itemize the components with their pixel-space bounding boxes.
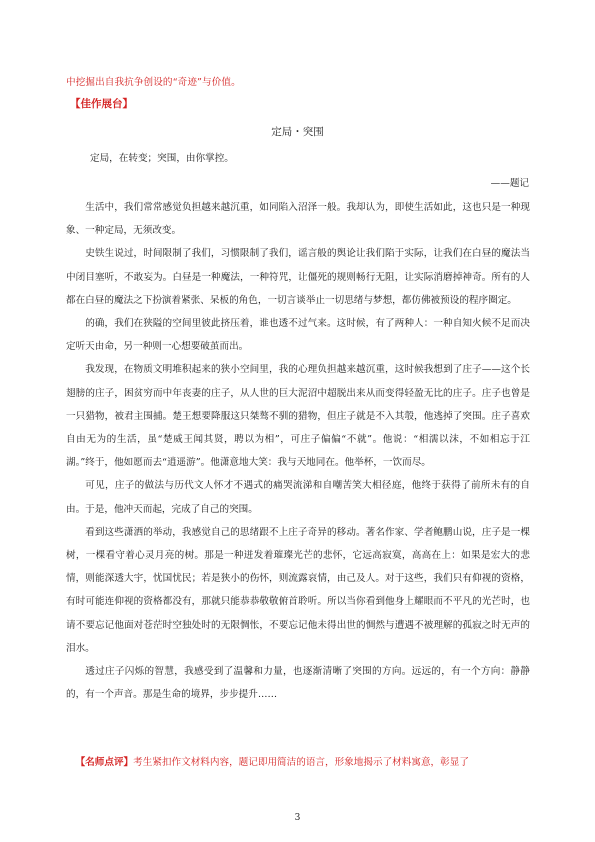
essay-epigraph: 定局，在转变；突围，由你掌控。 [90,153,234,164]
essay-paragraph: 看到这些潇洒的举动，我感觉自己的思绪跟不上庄子奇异的移动。著名作家、学者鲍鹏山说，庄子是一棵树，一棵看守着心灵月亮的树。那是一种迸发着璀璨光芒的悲怀，它远高寂寞，高高在上：如果是宏大的悲情，则能深透大宇，忧国忧民；若是狭小的伤怀，则流露哀情，由己及人。对于这些，我们只有仰视的资格，有时可能连仰视的资格都没有，那就只能恭恭敬敬俯首聆听。所以当你看到他身上耀眼而不平凡的光芒时，也请不要忘记他面对苍茫时空独处时的无限惆怅，不要忘记他未得出世的惆然与遭遇不被理解的孤寂之时无声的泪水。 [66,526,530,654]
essay-paragraph: 透过庄子闪烁的智慧，我感受到了温馨和力量，也逐渐清晰了突围的方向。远远的，有一个方向：静静的，有一个声音。那是生命的境界，步步提升…… [66,666,530,701]
intro-line: 中挖掘出自我抗争创设的“奇迹”与价值。 [66,77,241,88]
essay-paragraph: 的确，我们在狭隘的空间里彼此挤压着，谁也透不过气来。这时候，有了两种人：一种自知火候不足而决定听天由命，另一种则一心想要破茧而出。 [66,318,530,353]
page-number: 3 [294,813,301,823]
comment-tag: 【名师点评】 [75,757,134,768]
essay-body [66,196,530,706]
epigraph-signature: ——题记 [490,178,529,189]
teacher-comment [66,753,530,773]
section-heading: 【佳作展台】 [70,98,133,110]
essay-title: 定局・突围 [271,126,324,138]
comment-text: 考生紧扣作文材料内容，题记即用简洁的语言，形象地揭示了材料寓意，彰显了 [133,757,469,768]
essay-paragraph: 史铁生说过，时间限制了我们，习惯限制了我们，谣言般的舆论让我们陷于实际，让我们在白昼的魔法当中闭目塞听，不敢妄为。白昼是一种魔法，一种符咒，让僵死的规则畅行无阻，让实际消磨掉神奇。所有的人都在白昼的魔法之下扮演着紧张、呆板的角色，一切言谈举止一切思绪与梦想，都仿佛被预设的程序圈定。 [66,248,530,306]
essay-paragraph: 我发现，在物质文明堆积起来的狭小空间里，我的心理负担越来越沉重，这时候我想到了庄子——这个长翅膀的庄子，困贫穷而中年丧妻的庄子，从人世的巨大泥沼中超脱出来从而变得轻盈无比的庄子。庄子也曾是一只猎物，被君主围捕。楚王想要降服这只桀骜不驯的猎物，但庄子就是不入其彀，他逃掉了突围。庄子喜欢自由无为的生活，虽“楚威王闻其贤，聘以为相”，可庄子偏偏“不就”。他说：“相濡以沫，不如相忘于江湖。”终于，他如愿而去“逍遥游”。他潇意地大笑：我与天地同在。他举杯，一饮而尽。 [66,364,530,469]
essay-paragraph: 可见，庄子的做法与历代文人怀才不遇式的痛哭流涕和自嘲苦笑大相径庭，他终于获得了前所未有的自由。于是，他冲天而起，完成了自己的突围。 [66,480,530,515]
essay-paragraph: 生活中，我们常常感觉负担越来越沉重，如同陷入沼泽一般。我却认为，即使生活如此，这也只是一种现象、一种定局，无须改变。 [66,202,530,237]
